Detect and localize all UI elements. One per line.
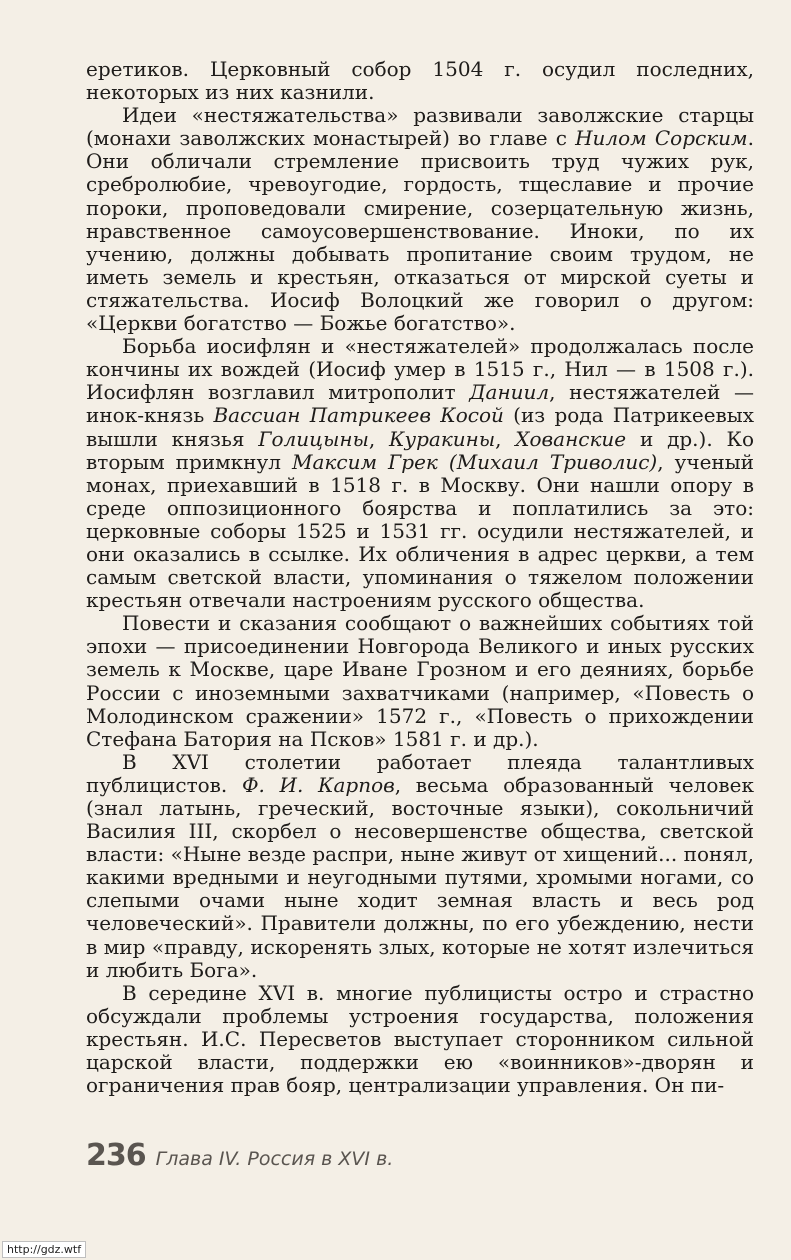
site-watermark-link[interactable]: http://gdz.wtf: [2, 1241, 86, 1258]
paragraph-p5: [86, 751, 754, 982]
paragraph-p2: [86, 104, 754, 335]
text-run: ,: [495, 426, 516, 451]
text-run: (из рода Патрикеевых вышли князья: [86, 403, 754, 451]
text-run: , весьма образованный человек (знал латынь, греческий, восточные языки), сокольничий Василия III, скорбел о несовершенстве общества, светской власти: «Ныне везде распри, ныне живут от хищений... понял, какими вредными и неугодными путями, хромыми ногами, со слепыми очами ныне ходит земная власть и весь род человеческий». Правители должны, по его убеждению, нести в мир «правду, искоренять злых, которые не хотят излечиться и любить Бога».: [86, 772, 754, 982]
italic-name: Даниил: [469, 380, 550, 405]
text-run: В XVI столетии работает плеяда талантливых публицистов.: [86, 749, 754, 797]
text-run: и др.). Ко вторым примкнул: [86, 426, 755, 474]
text-run: ,: [368, 426, 390, 451]
chapter-title: Глава IV. Россия в XVI в.: [155, 1148, 394, 1170]
text-run: , нестяжателей — инок-князь: [86, 380, 754, 428]
paragraph-p4: [86, 612, 754, 751]
italic-name: Нилом Сорским: [575, 126, 748, 151]
italic-name: Куракины: [389, 426, 496, 451]
italic-name: Вассиан Патрикеев Косой: [213, 403, 504, 428]
page-footer: [86, 1138, 393, 1173]
text-run: еретиков. Церковный собор 1504 г. осудил последних, некоторых из них казнили.: [86, 57, 754, 105]
paragraph-p6: [86, 982, 754, 1097]
text-run: . Они обличали стремление присвоить труд чужих рук, сребролюбие, чревоугодие, гордость, тщеславие и прочие пороки, проповедовали смирение, созерцательную жизнь, нравственное самоусовершенствование. Иноки, по их учению, должны добывать пропитание своим трудом, не иметь земель и крестьян, отказаться от мирской суеты и стяжательства. Иосиф Волоцкий же говорил о другом: «Церкви богатство — Божье богатство».: [86, 126, 754, 336]
text-run: Повести и сказания сообщают о важнейших событиях той эпохи — присоединении Новгорода Великого и иных русских земель к Москве, царе Иване Грозном и его деяниях, борьбе России с иноземными захватчиками (например, «Повесть о Молодинском сражении» 1572 г., «Повесть о прихождении Стефана Батория на Псков» 1581 г. и др.).: [86, 611, 754, 751]
paragraph-p1: [86, 58, 754, 104]
paragraph-p3: [86, 335, 754, 612]
text-run: Идеи «нестяжательства» развивали заволжские старцы (монахи заволжских монастырей) во главе с: [86, 103, 754, 151]
italic-name: Голицыны: [258, 426, 369, 451]
italic-name: Максим Грек (Михаил Триволис): [292, 449, 658, 474]
italic-name: Хованские: [515, 426, 627, 451]
text-run: Борьба иосифлян и «нестяжателей» продолжалась после кончины их вождей (Иосиф умер в 1515 г., Нил — в 1508 г.). Иосифлян возглавил митрополит: [86, 334, 754, 405]
page-number: 236: [86, 1138, 146, 1173]
italic-name: Ф. И. Карпов: [241, 772, 395, 797]
body-text: [86, 58, 754, 1097]
text-run: В середине XVI в. многие публицисты остро и страстно обсуждали проблемы устроения государства, положения крестьян. И.С. Пересветов выступает сторонником сильной царской власти, поддержки ею «воинников»-дворян и ограничения прав бояр, централизации управления. Он пи-: [86, 980, 754, 1098]
text-run: , ученый монах, приехавший в 1518 г. в Москву. Они нашли опору в среде оппозиционного боярства и поплатились за это: церковные соборы 1525 и 1531 гг. осудили нестяжателей, и они оказались в ссылке. Их обличения в адрес церкви, а тем самым светской власти, упоминания о тяжелом положении крестьян отвечали настроениям русского общества.: [86, 449, 754, 613]
